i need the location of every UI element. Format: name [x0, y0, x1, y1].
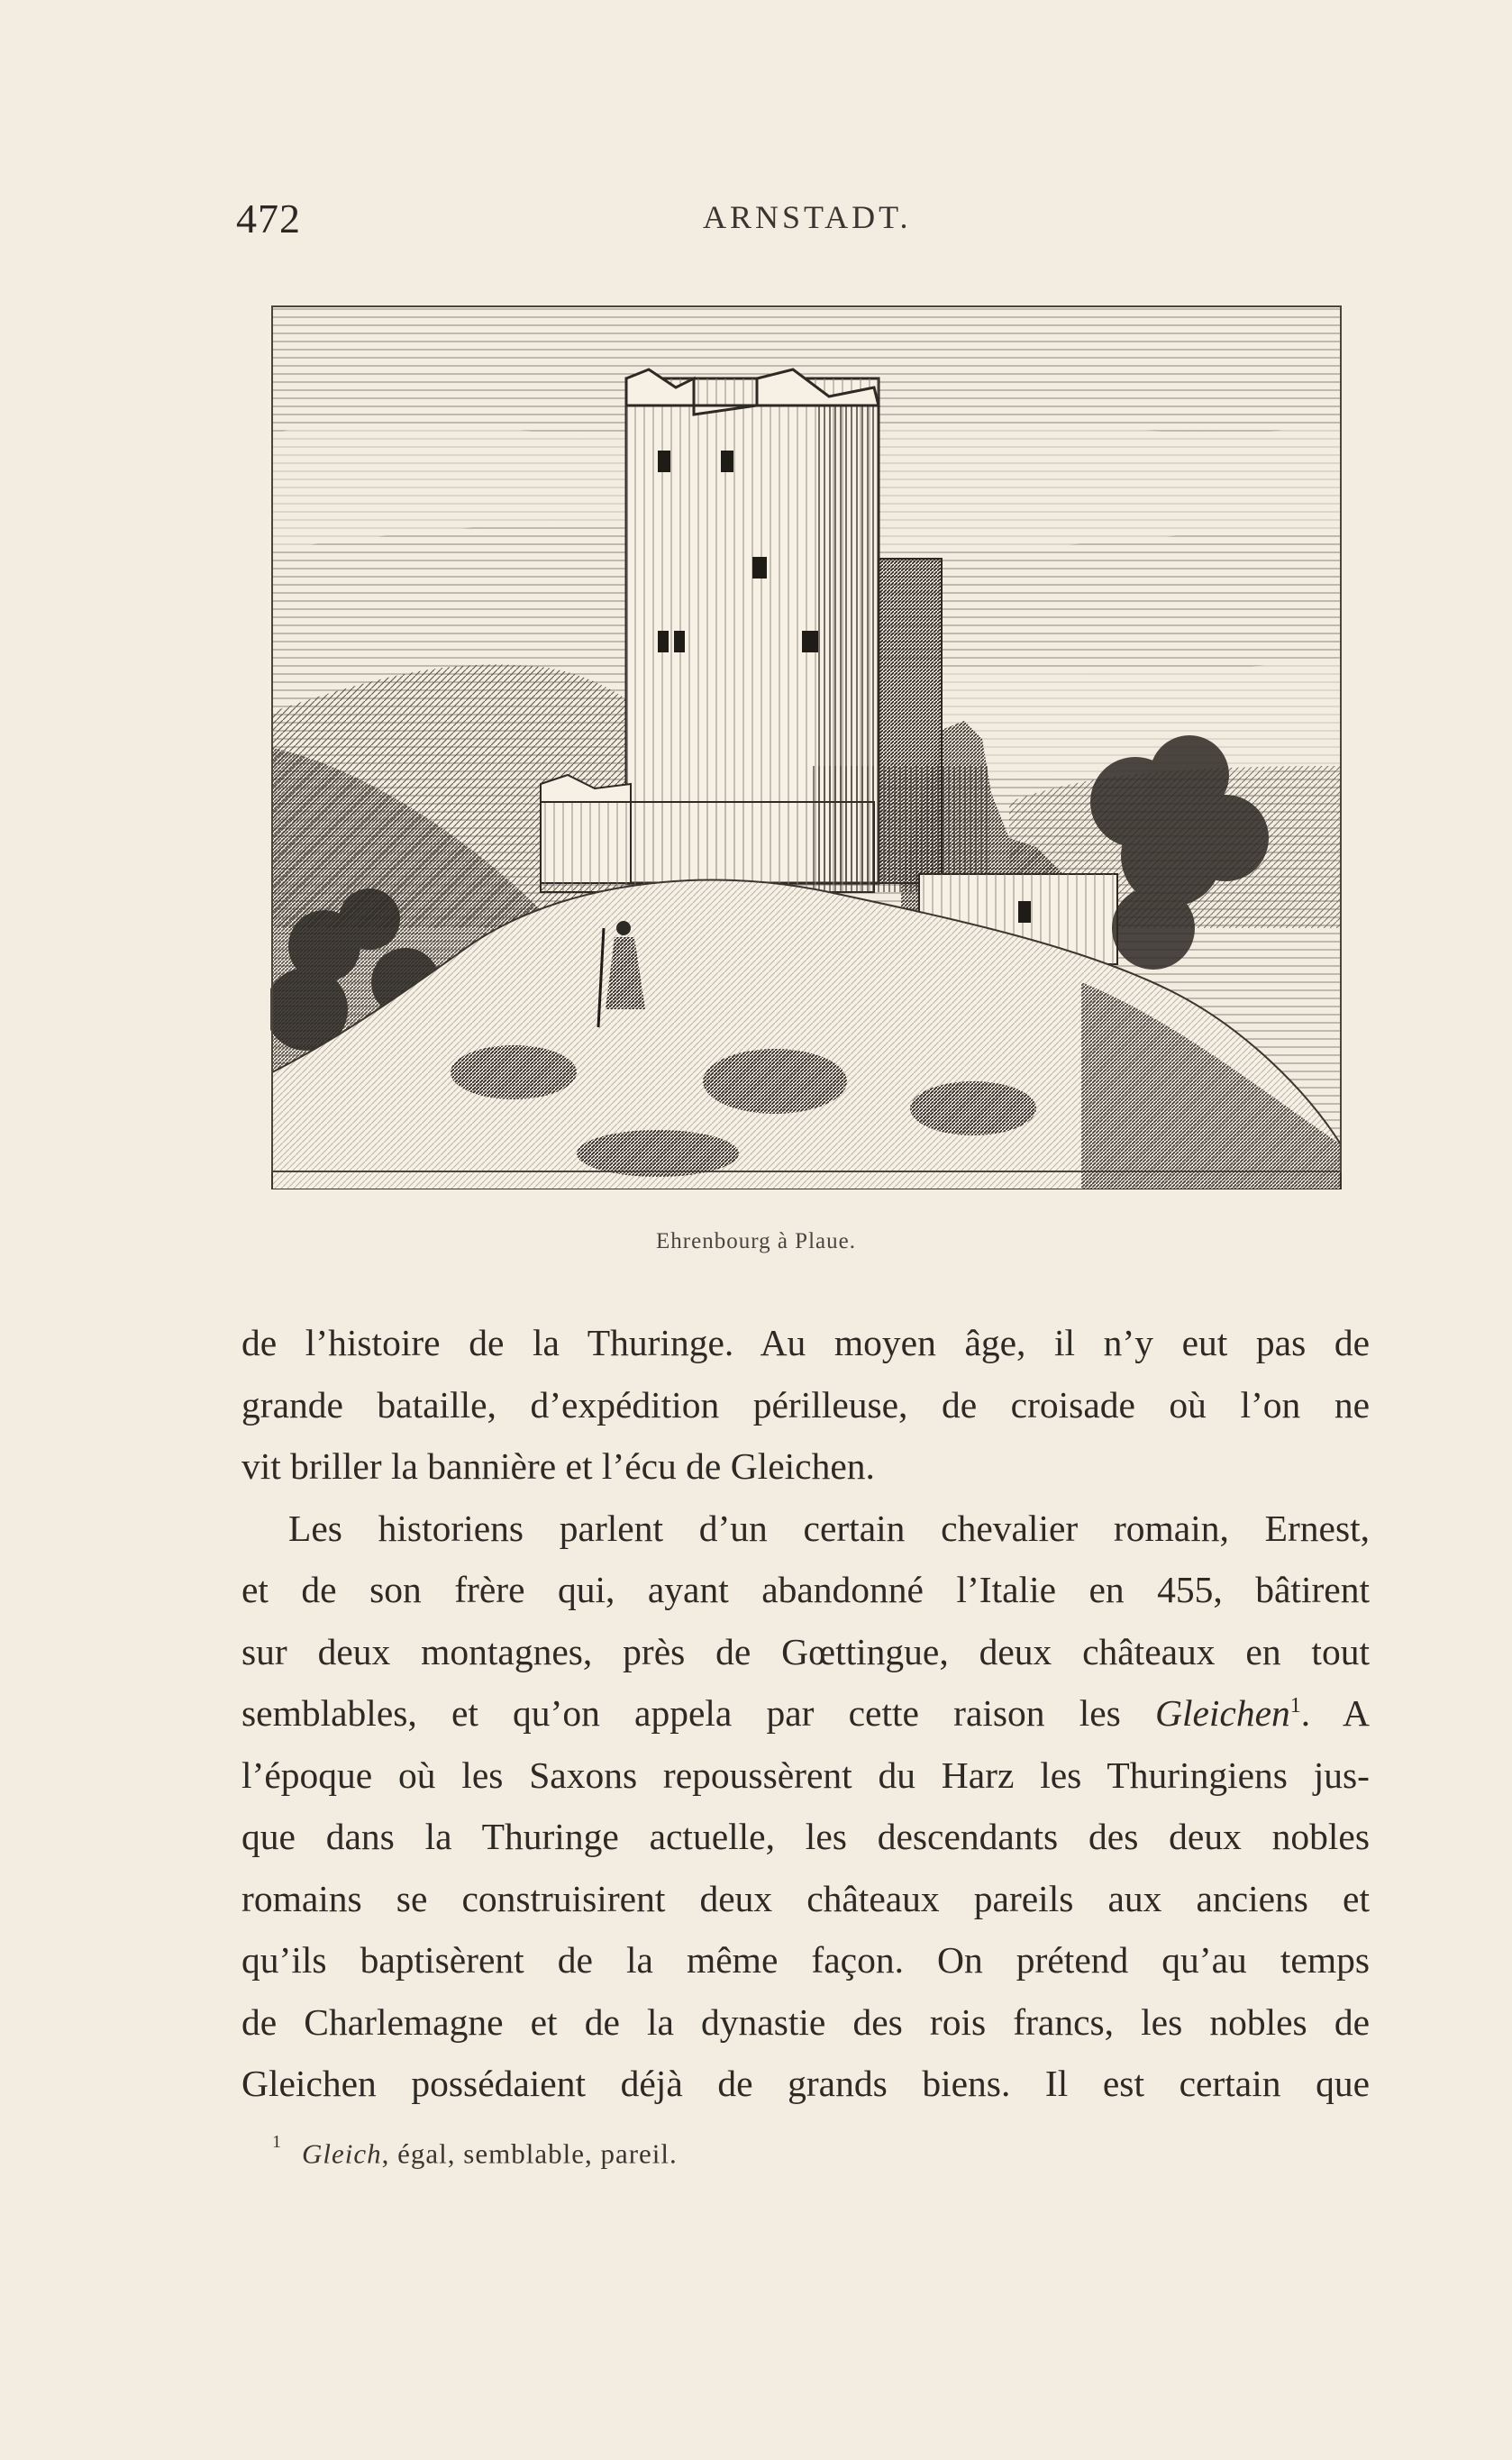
- page-number: 472: [236, 196, 301, 241]
- text-line: que dans la Thuringe actuelle, les descendants des deux nobles: [241, 1816, 1370, 1857]
- footnote-term: Gleich: [302, 2137, 382, 2170]
- text-line: Les historiens parlent d’un certain chevalier romain, Ernest,: [288, 1507, 1370, 1549]
- text-line: sur deux montagnes, près de Gœttingue, deux châteaux en tout: [241, 1630, 1370, 1672]
- text-line: Gleichen possédaient déjà de grands biens. Il est certain que: [241, 2063, 1370, 2104]
- paragraph-2: [241, 1498, 1370, 2115]
- text-line: de Charlemagne et de la dynastie des rois francs, les nobles de: [241, 2000, 1370, 2043]
- page-header: [0, 187, 1512, 241]
- footnote-ref[interactable]: 1: [1289, 1694, 1301, 1718]
- text-line: vit briller la bannière et l’écu de Gleichen.: [241, 1445, 875, 1487]
- running-title: ARNSTADT.: [703, 199, 912, 235]
- text-line: romains se construisirent deux châteaux pareils aux anciens et: [241, 1877, 1370, 1919]
- text-line: et de son frère qui, ayant abandonné l’Italie en 455, bâtirent: [241, 1569, 1370, 1610]
- footnote: [272, 2132, 678, 2170]
- text-segment: . A: [1300, 1692, 1370, 1734]
- text-line: qu’ils baptisèrent de la même façon. On prétend qu’au temps: [241, 1939, 1370, 1981]
- text-line-with-footnote-ref: [241, 1682, 1370, 1745]
- body-text: [241, 1312, 1370, 2115]
- text-line: de l’histoire de la Thuringe. Au moyen âge, il n’y eut pas de: [241, 1322, 1370, 1363]
- text-line: l’époque où les Saxons repoussèrent du Harz les Thuringiens jus-: [241, 1754, 1370, 1796]
- footnote-marker: 1: [272, 2132, 282, 2152]
- italic-term: Gleichen: [1154, 1692, 1290, 1734]
- illustration-caption: Ehrenbourg à Plaue.: [656, 1229, 856, 1253]
- paragraph-1: [241, 1312, 1370, 1498]
- text-segment: semblables, et qu’on appela par cette raison les: [241, 1692, 1121, 1734]
- text-line: grande bataille, d’expédition périlleuse, de croisade où l’on ne: [241, 1383, 1370, 1426]
- engraving-illustration: [270, 297, 1343, 1189]
- ruined-castle-engraving: [270, 297, 1343, 1189]
- footnote-text: , égal, semblable, pareil.: [381, 2137, 678, 2170]
